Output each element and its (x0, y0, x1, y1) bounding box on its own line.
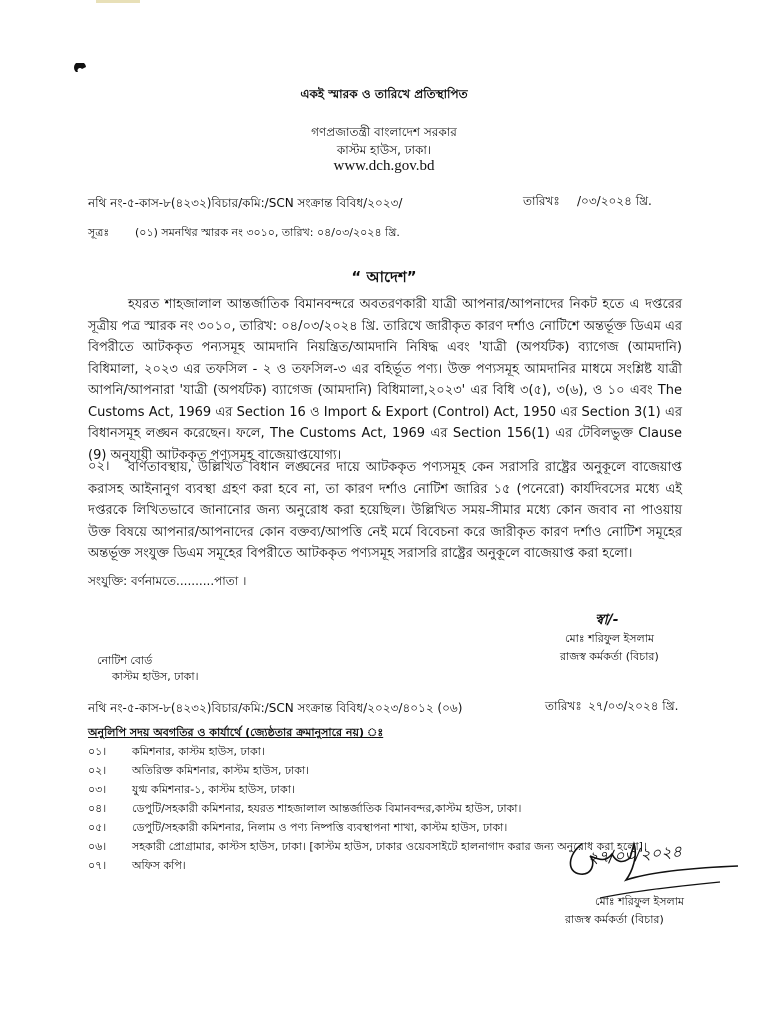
copy-item-text: কমিশনার, কাস্টম হাউস, ঢাকা। (132, 745, 265, 758)
copy-item (88, 820, 507, 835)
copy-item-number: ০৪। (88, 802, 107, 815)
copy-item (88, 858, 186, 873)
website: www.dch.gov.bd (333, 158, 435, 174)
copy-item-number: ০৭। (88, 859, 107, 872)
signatory-name-2: মোঃ শরিফুল ইসলাম (595, 895, 685, 908)
handwritten-date: ২৭/০৩/২০২৪ (587, 841, 683, 868)
date-label-2: তারিখঃ (545, 699, 582, 713)
date-value-2: ২৭/০৩/২০২৪ খ্রি. (588, 699, 679, 713)
signature-mark: স্বা/- (595, 612, 619, 628)
copy-item-text: ডেপুটি/সহকারী কমিশনার, নিলাম ও পণ্য নিষ্পত্তি ব্যবস্থাপনা শাখা, কাস্টম হাউস, ঢাকা। (132, 821, 508, 834)
copy-item (88, 744, 265, 759)
replacement-note: একই স্মারক ও তারিখে প্রতিস্থাপিত (300, 87, 468, 101)
paragraph-2-number: ০২। (88, 459, 110, 474)
copy-list-heading: অনুলিপি সদয় অবগতির ও কার্যার্থে (জ্যেষ্ঠতার ক্রমানুসারে নয়) ঃ (88, 726, 384, 739)
copy-item (88, 763, 309, 778)
order-paragraph-2: বর্ণিতাবস্থায়, উল্লিখিত বিধান লঙ্ঘনের দায়ে আটককৃত পণ্যসমূহ কেন সরাসরি রাষ্ট্রের অনুকূলে বাজেয়াপ্ত করাসহ আইনানুগ ব্যবস্থা গ্রহণ করা হবে না, তা কারণ দর্শাও নোটিশ জারির ১৫ (পনেরো) কার্যদিবসের মধ্যে এই দপ্তরকে লিখিতভাবে জানানোর জন্য অনুরোধ করা হয়েছিল। উল্লিখিত সময়-সীমার মধ্যে কোন জবাব না পাওয়ায় উক্ত বিষয়ে আপনার/আপনাদের কোন বক্তব্য/আপত্তি নেই মর্মে বিবেচনা করে জারীকৃত কারণ দর্শাও নোটিশ সমূহের অন্তর্ভূক্ত সংযুক্ত ডিএম সমূহের বিপরীতে আটককৃত পণ্যসমূহ সরাসরি রাষ্ট্রের অনুকূলে বাজেয়াপ্ত করা হলো। (88, 460, 682, 561)
office-name: কাস্টম হাউস, ঢাকা। (336, 143, 432, 157)
source-reference: (০১) সমনথির স্মারক নং ৩০১০, তারিখ: ০৪/০৩/২০২৪ খ্রি. (135, 226, 400, 239)
punch-hole-mark (74, 62, 88, 76)
copy-item-text: যুগ্ম কমিশনার-১, কাস্টম হাউস, ঢাকা। (132, 783, 295, 796)
notice-board: নোটিশ বোর্ড (97, 654, 153, 667)
file-number-2: নথি নং-৫-কাস-৮(৪২৩২)বিচার/কমি:/SCN সংক্রান্ত বিবিধ/২০২৩/৪০১২ (০৬) (88, 701, 463, 715)
copy-item-number: ০২। (88, 764, 107, 777)
copy-item-number: ০৫। (88, 821, 107, 834)
copy-item-number: ০৬। (88, 840, 107, 853)
file-number: নথি নং-৫-কাস-৮(৪২৩২)বিচার/কমি:/SCN সংক্রান্ত বিবিধ/২০২৩/ (88, 196, 403, 210)
copy-item-text: ডেপুটি/সহকারী কমিশনার, হযরত শাহজালাল আন্তর্জাতিক বিমানবন্দর,কাস্টম হাউস, ঢাকা। (132, 802, 522, 815)
top-edge-mark (96, 0, 140, 3)
copy-item-number: ০৩। (88, 783, 107, 796)
notice-board-location: কাস্টম হাউস, ঢাকা। (112, 670, 199, 683)
copy-item-number: ০১। (88, 745, 107, 758)
signatory-name: মোঃ শরিফুল ইসলাম (565, 632, 655, 645)
date-value: /০৩/২০২৪ খ্রি. (577, 194, 652, 208)
date-label: তারিখঃ (523, 194, 560, 208)
copy-item-text: অতিরিক্ত কমিশনার, কাস্টম হাউস, ঢাকা। (132, 764, 310, 777)
order-title: “ আদেশ” (351, 268, 417, 286)
government-name: গণপ্রজাতন্ত্রী বাংলাদেশ সরকার (311, 125, 457, 139)
copy-item (88, 782, 295, 797)
copy-item (88, 801, 521, 816)
source-label: সূত্রঃ (88, 226, 110, 239)
order-paragraph-1: হযরত শাহজালাল আন্তর্জাতিক বিমানবন্দরে অবতরণকারী যাত্রী আপনার/আপনাদের নিকট হতে এ দপ্তরের সূত্রীয় পত্র স্মারক নং ৩০১০, তারিখ: ০৪/০৩/২০২৪ খ্রি. তারিখে জারীকৃত কারণ দর্শাও নোটিশে অন্তর্ভূক্ত ডিএম এর বিপরীতে আটককৃত পন্যসমূহ আমদানি নিয়ন্ত্রিত/আমদানি নিষিদ্ধ এবং 'যাত্রী (অপর্যটক) ব্যাগেজ (আমদানি) বিধিমালা, ২০২৩ এর তফসিল - ২ ও তফসিল-৩ এর বহির্ভূত পণ্য। উক্ত পণ্যসমূহ আমদানির মাধমে সংশ্লিষ্ট যাত্রী আপনি/আপনারা 'যাত্রী (অপর্যটক) ব্যাগেজ (আমদানি) বিধিমালা,২০২৩' এর বিধি ৩(৫), ৩(৬), ও ১০ এবং The Customs Act, 1969 এর Section 16 ও Import & Export (Control) Act, 1950 এর Section 3(1) এর বিধানসমূহ লঙ্ঘন করেছেন। ফলে, The Customs Act, 1969 এর Section 156(1) এর টেবিলভুক্ত Clause (9) অনুযায়ী আটককৃত পণ্যসমূহ বাজেয়াপ্তযোগ্য। (88, 297, 682, 463)
signatory-title-2: রাজস্ব কর্মকর্তা (বিচার) (565, 913, 664, 926)
signatory-title: রাজস্ব কর্মকর্তা (বিচার) (560, 650, 659, 663)
copy-item-text: অফিস কপি। (132, 859, 186, 872)
copy-item-text: সহকারী প্রোগ্রামার, কাস্টস হাউস, ঢাকা। [কাস্টম হাউস, ঢাকার ওয়েবসাইটে হালনাগাদ করার জন্য অনুরোধ করা হলো]। (132, 840, 647, 853)
attachment-note: সংযুক্তি: বর্ণনামতে..........পাতা । (88, 574, 247, 588)
